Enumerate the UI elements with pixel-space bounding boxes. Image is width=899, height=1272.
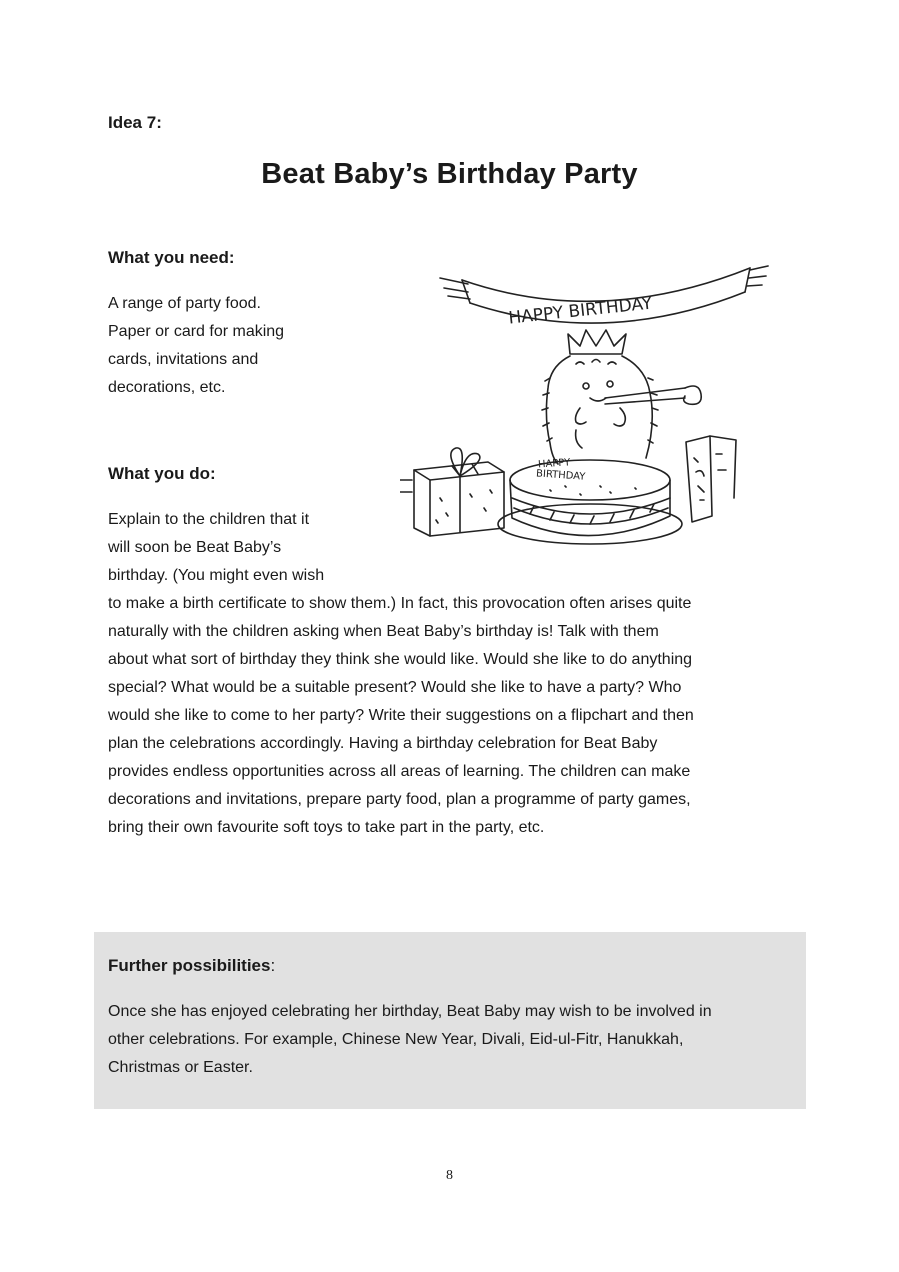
greeting-card-icon <box>686 436 736 522</box>
beat-baby-figure <box>542 356 658 464</box>
happy-birthday-banner <box>440 266 768 329</box>
what-you-do-text-narrow <box>108 506 378 590</box>
do-line: decorations and invitations, prepare party food, plan a programme of party games, <box>108 791 691 808</box>
cake-text-birthday: BIRTHDAY <box>535 468 586 483</box>
do-line: provides endless opportunities across all areas of learning. The children can make <box>108 763 691 780</box>
further-possibilities-text <box>108 998 798 1082</box>
what-you-do-heading: What you do: <box>108 464 216 483</box>
crown-icon <box>568 330 626 354</box>
need-line: Paper or card for making <box>108 323 285 340</box>
further-line: other celebrations. For example, Chinese New Year, Divali, Eid-ul-Fitr, Hanukkah, <box>108 1031 684 1048</box>
do-line: naturally with the children asking when Beat Baby’s birthday is! Talk with them <box>108 623 659 640</box>
further-heading-text: Further possibilities <box>108 956 271 975</box>
do-line: plan the celebrations accordingly. Having a birthday celebration for Beat Baby <box>108 735 658 752</box>
banner-text: HAPPY BIRTHDAY <box>507 293 654 329</box>
what-you-need-heading: What you need: <box>108 248 235 267</box>
do-line: bring their own favourite soft toys to take part in the party, etc. <box>108 819 545 836</box>
do-line: about what sort of birthday they think she would like. Would she like to do anything <box>108 651 693 668</box>
cake-text-happy: HAPPY <box>537 457 571 471</box>
page-number: 8 <box>446 1168 453 1183</box>
further-possibilities-heading <box>108 956 275 976</box>
further-heading-colon: : <box>270 956 276 975</box>
do-line: to make a birth certificate to show them.) In fact, this provocation often arises quite <box>108 595 692 612</box>
further-line: Once she has enjoyed celebrating her birthday, Beat Baby may wish to be involved in <box>108 1003 712 1020</box>
birthday-party-illustration <box>400 258 770 548</box>
do-line: Explain to the children that it <box>108 511 310 528</box>
do-line: special? What would be a suitable present? Would she like to have a party? Who <box>108 679 682 696</box>
what-you-need-text <box>108 290 368 402</box>
need-line: decorations, etc. <box>108 379 226 396</box>
do-line: will soon be Beat Baby’s <box>108 539 282 556</box>
further-possibilities-box <box>94 932 806 1109</box>
party-blower-icon <box>605 386 701 404</box>
do-line: birthday. (You might even wish <box>108 567 325 584</box>
what-you-do-text-wide <box>108 590 808 842</box>
need-line: A range of party food. <box>108 295 261 312</box>
birthday-cake-icon <box>498 457 682 544</box>
idea-label: Idea 7: <box>108 113 162 132</box>
further-line: Christmas or Easter. <box>108 1059 253 1076</box>
gift-icon <box>400 448 504 536</box>
page-title: Beat Baby’s Birthday Party <box>261 158 638 190</box>
need-line: cards, invitations and <box>108 351 259 368</box>
do-line: would she like to come to her party? Write their suggestions on a flipchart and then <box>108 707 694 724</box>
